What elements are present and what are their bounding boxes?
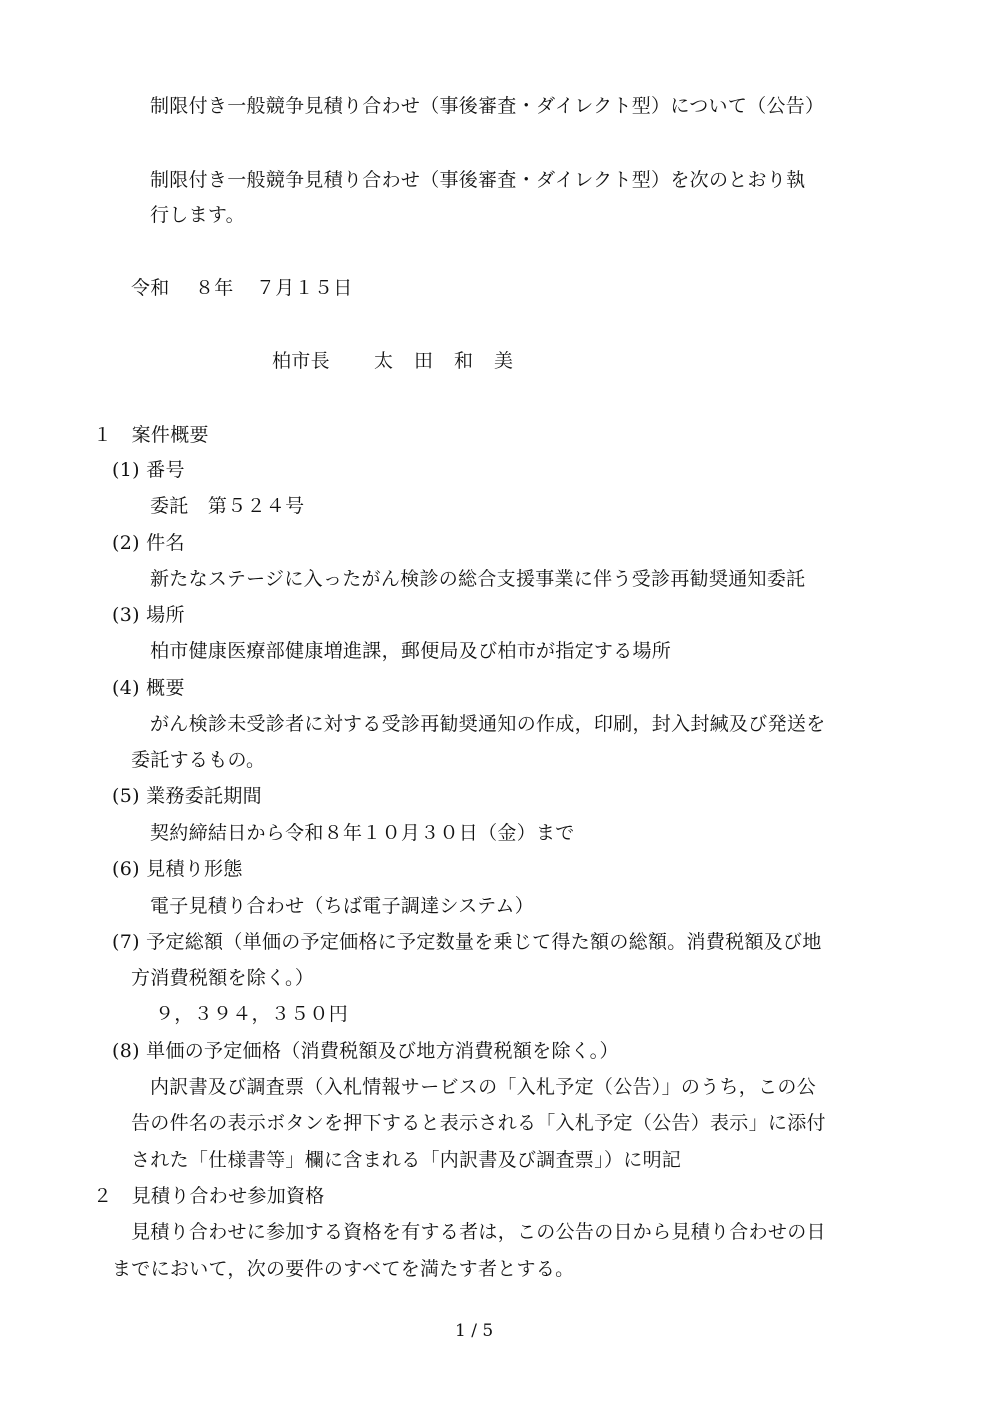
page-title: 制限付き一般競争見積り合わせ（事後審査・ダイレクト型）について（公告）	[150, 95, 825, 117]
item-label-continued: 方消費税額を除く。）	[131, 967, 315, 989]
item-label: (2) 件名	[112, 532, 185, 554]
section-heading: ２ 見積り合わせ参加資格	[93, 1185, 325, 1207]
signer-name-char: 美	[494, 350, 514, 372]
item-body: 契約締結日から令和８年１０月３０日（金）まで	[150, 822, 575, 844]
signer-name-char: 太	[374, 350, 394, 372]
signer-name-char: 田	[414, 350, 434, 372]
item-label: (7) 予定総額（単価の予定価格に予定数量を乗じて得た額の総額。消費税額及び地	[112, 931, 822, 953]
item-label: (1) 番号	[112, 459, 185, 481]
item-body: された「仕様書等」欄に含まれる「内訳書及び調査票」）に明記	[131, 1149, 682, 1171]
item-body: 委託 第５２４号	[150, 495, 305, 517]
item-body: 電子見積り合わせ（ちば電子調達システム）	[150, 895, 535, 917]
item-body-amount: ９，３９４，３５０円	[155, 1003, 349, 1025]
item-body: 委託するもの。	[131, 749, 266, 771]
date-year: ８年	[195, 277, 234, 299]
item-label: (6) 見積り形態	[112, 858, 243, 880]
page-number: 1 / 5	[455, 1321, 494, 1341]
signer-position: 柏市長	[272, 350, 330, 372]
date-month-day: ７月１５日	[256, 277, 353, 299]
item-body: がん検診未受診者に対する受診再勧奨通知の作成，印刷，封入封緘及び発送を	[150, 713, 826, 735]
item-body: 柏市健康医療部健康増進課，郵便局及び柏市が指定する場所	[150, 640, 672, 662]
section-body: までにおいて，次の要件のすべてを満たす者とする。	[112, 1258, 575, 1280]
signer-name-char: 和	[454, 350, 474, 372]
item-label: (3) 場所	[112, 604, 185, 626]
section-body: 見積り合わせに参加する資格を有する者は，この公告の日から見積り合わせの日	[131, 1221, 826, 1243]
item-body: 内訳書及び調査票（入札情報サービスの「入札予定（公告）」のうち，この公	[150, 1076, 817, 1098]
item-body: 告の件名の表示ボタンを押下すると表示される「入札予定（公告）表示」に添付	[131, 1112, 826, 1134]
item-label: (4) 概要	[112, 677, 185, 699]
date-era: 令和	[131, 277, 170, 299]
item-body: 新たなステージに入ったがん検診の総合支援事業に伴う受診再勧奨通知委託	[150, 568, 806, 590]
item-label: (8) 単価の予定価格（消費税額及び地方消費税額を除く。）	[112, 1040, 619, 1062]
intro-line-2: 行します。	[150, 204, 245, 226]
item-label: (5) 業務委託期間	[112, 785, 262, 807]
intro-line-1: 制限付き一般競争見積り合わせ（事後審査・ダイレクト型）を次のとおり執	[150, 169, 806, 191]
section-heading: １ 案件概要	[93, 424, 209, 446]
